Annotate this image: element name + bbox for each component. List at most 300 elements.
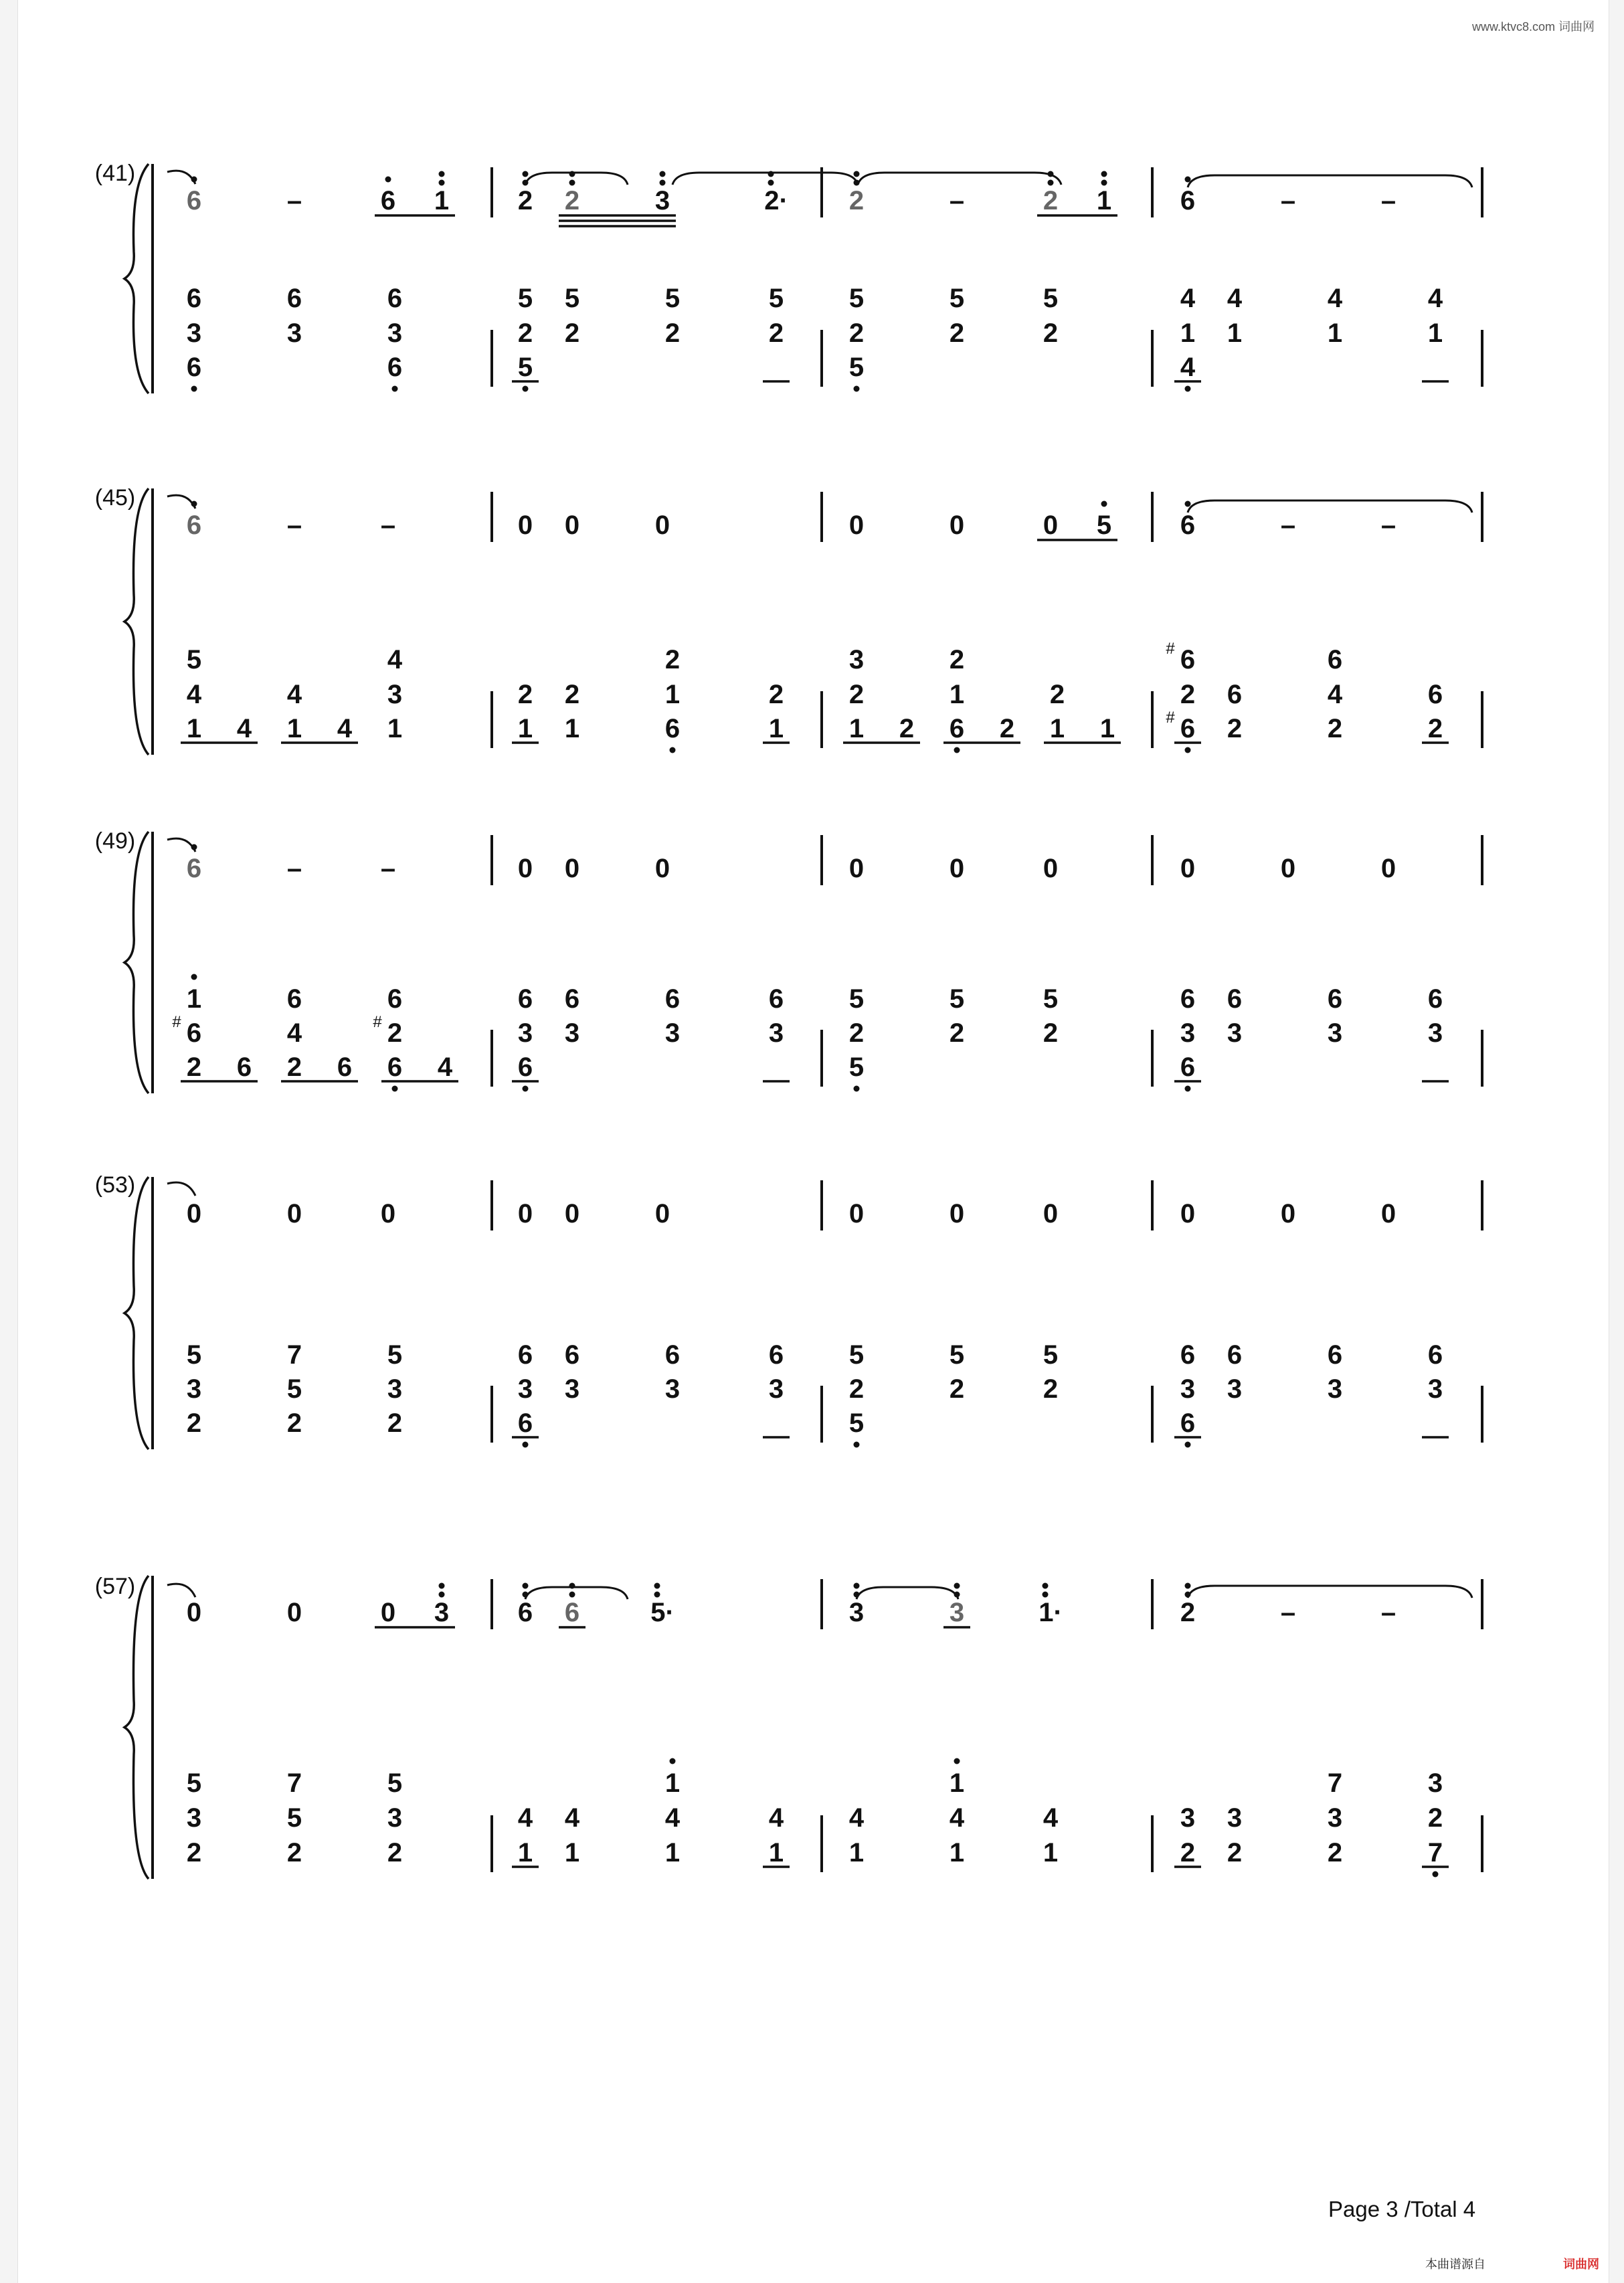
bass-note: 4: [286, 680, 302, 709]
octave-dot: [1185, 1442, 1191, 1448]
source-logo: 词曲网: [1563, 2258, 1599, 2271]
bass-note: 5: [768, 284, 784, 313]
bass-note: 6: [517, 984, 533, 1014]
bass-note: 4: [337, 714, 353, 743]
bass-note: 5: [286, 1374, 302, 1404]
bass-note: 7: [286, 1340, 302, 1370]
bass-note: 3: [286, 318, 302, 348]
score-system: [95, 161, 1482, 393]
bass-note: 3: [387, 1374, 403, 1404]
bass-note: 2: [1427, 1803, 1443, 1833]
brace: [124, 488, 149, 755]
bass-note: 1: [564, 714, 580, 743]
bass-note: 5: [848, 984, 865, 1014]
tie-hook: [167, 171, 195, 184]
melody-note: 0: [286, 1199, 302, 1228]
bass-note: 4: [768, 1803, 784, 1833]
octave-dot: [660, 180, 666, 186]
bass-note: 1: [517, 1838, 533, 1867]
brace: [124, 1576, 149, 1879]
melody-note: 0: [1280, 1199, 1296, 1228]
bass-note: 2: [768, 680, 784, 709]
melody-note: –: [286, 186, 302, 215]
bass-note: 6: [1427, 984, 1443, 1014]
bass-note: 6: [286, 284, 302, 313]
bass-note: 1: [664, 680, 681, 709]
octave-dot: [854, 1086, 860, 1092]
bass-note: 2: [517, 680, 533, 709]
melody-note: 0: [1043, 1199, 1059, 1228]
measure-number: (41): [94, 161, 136, 186]
melody-note: 0: [186, 1199, 202, 1228]
bass-note: 6: [768, 1340, 784, 1370]
bass-note: 2: [517, 318, 533, 348]
bass-note: 6: [387, 284, 403, 313]
octave-dot: [569, 1592, 575, 1598]
melody-note: –: [1280, 186, 1296, 215]
bass-note: 6: [186, 1018, 202, 1048]
bass-note: 1: [186, 714, 202, 743]
melody-note: 0: [848, 1199, 865, 1228]
bass-note: 2: [949, 1374, 965, 1404]
bass-note: 2: [1043, 318, 1059, 348]
octave-dot: [1185, 747, 1191, 753]
bass-note: 4: [564, 1803, 580, 1833]
bass-note: 6: [1327, 645, 1343, 674]
octave-dot: [439, 180, 445, 186]
octave-dot: [954, 1758, 960, 1764]
octave-dot: [1433, 1871, 1439, 1878]
melody-note: –: [1380, 1598, 1396, 1627]
bass-note: 6: [387, 984, 403, 1014]
octave-dot: [670, 1758, 676, 1764]
bass-note: 3: [387, 680, 403, 709]
octave-dot: [439, 1583, 445, 1589]
bass-note: 6: [1327, 1340, 1343, 1370]
bass-note: 3: [1180, 1803, 1196, 1833]
melody-note: 0: [1180, 854, 1196, 883]
octave-dot: [854, 1583, 860, 1589]
octave-dot: [523, 386, 529, 392]
bass-note: 1: [949, 680, 965, 709]
melody-note: 0: [517, 511, 533, 540]
bass-note: 2: [848, 680, 865, 709]
bass-note: 4: [286, 1018, 302, 1048]
bass-note: 6: [664, 984, 681, 1014]
melody-note: 0: [848, 854, 865, 883]
bass-note: 6: [1180, 645, 1196, 674]
octave-dot: [954, 747, 960, 753]
source-credit: 本曲谱源自: [1425, 2258, 1485, 2271]
melody-note: 0: [848, 511, 865, 540]
melody-note: 6: [1180, 511, 1196, 540]
bass-note: 1: [1427, 318, 1443, 348]
bass-note: 3: [517, 1018, 533, 1048]
bass-note: 5: [286, 1803, 302, 1833]
melody-note: 6: [380, 186, 396, 215]
slur: [856, 1587, 958, 1599]
melody-note: 6: [186, 854, 202, 883]
melody-note: 0: [564, 511, 580, 540]
slur: [672, 173, 858, 185]
bass-note: 2: [186, 1408, 202, 1438]
bass-note: 6: [1227, 1340, 1243, 1370]
bass-note: 2: [664, 645, 681, 674]
sharp-sign: #: [172, 1013, 181, 1031]
score-system: [95, 828, 1482, 1093]
melody-note: 0: [654, 1199, 670, 1228]
melody-note: 2: [848, 186, 865, 215]
bass-note: 5: [186, 1340, 202, 1370]
melody-note: 2: [1180, 1598, 1196, 1627]
octave-dot: [670, 747, 676, 753]
octave-dot: [523, 1086, 529, 1092]
sharp-sign: #: [1166, 709, 1175, 727]
brace: [124, 832, 149, 1093]
melody-note: 1·: [1039, 1598, 1063, 1627]
slur-open: [1188, 1586, 1472, 1598]
melody-note: 0: [380, 1598, 396, 1627]
melody-note: 3: [848, 1598, 865, 1627]
bass-note: 7: [1427, 1838, 1443, 1867]
bass-note: 5: [1043, 1340, 1059, 1370]
bass-note: 3: [186, 1374, 202, 1404]
bass-note: 2: [1227, 714, 1243, 743]
bass-note: 5: [517, 284, 533, 313]
bass-note: 3: [664, 1374, 681, 1404]
bass-note: 5: [1043, 984, 1059, 1014]
bass-note: 3: [768, 1374, 784, 1404]
bass-note: 2: [664, 318, 681, 348]
bass-note: 4: [517, 1803, 533, 1833]
bass-note: 6: [517, 1408, 533, 1438]
measure-number: (57): [94, 1574, 136, 1599]
bass-note: 3: [387, 318, 403, 348]
bass-note: 2: [564, 318, 580, 348]
bass-note: 4: [1227, 284, 1243, 313]
bass-note: 1: [848, 1838, 865, 1867]
bass-note: 6: [1427, 680, 1443, 709]
bass-note: 3: [1227, 1803, 1243, 1833]
bass-note: 4: [186, 680, 202, 709]
bass-note: 6: [564, 1340, 580, 1370]
melody-note: 6: [186, 511, 202, 540]
melody-note: –: [1380, 186, 1396, 215]
bass-note: 6: [1327, 984, 1343, 1014]
bass-note: 5: [186, 645, 202, 674]
bass-note: 6: [387, 1053, 403, 1082]
bass-note: 5: [949, 1340, 965, 1370]
melody-note: 2: [564, 186, 580, 215]
melody-note: 0: [286, 1598, 302, 1627]
bass-note: 3: [1427, 1374, 1443, 1404]
bass-note: 2: [1043, 1374, 1059, 1404]
melody-note: 0: [1043, 854, 1059, 883]
score-system: [95, 1172, 1482, 1449]
bass-note: 2: [1427, 714, 1443, 743]
bass-note: 2: [1327, 714, 1343, 743]
score-system: [95, 485, 1482, 755]
bass-note: 6: [387, 353, 403, 382]
tie-hook: [167, 495, 195, 509]
slur-open: [1188, 500, 1472, 513]
bass-note: 2: [949, 318, 965, 348]
bass-note: 2: [387, 1838, 403, 1867]
octave-dot: [1185, 1583, 1191, 1589]
octave-dot: [191, 974, 197, 980]
bass-note: 2: [899, 714, 915, 743]
bass-note: 1: [564, 1838, 580, 1867]
bass-note: 3: [768, 1018, 784, 1048]
bass-note: 3: [186, 318, 202, 348]
bass-note: 6: [664, 714, 681, 743]
octave-dot: [768, 180, 774, 186]
bass-note: 3: [1327, 1374, 1343, 1404]
octave-dot: [392, 1086, 398, 1092]
melody-note: 1: [1096, 186, 1112, 215]
octave-dot: [1043, 1583, 1049, 1589]
bass-note: 5: [186, 1768, 202, 1798]
bass-note: 2: [949, 645, 965, 674]
bass-note: 6: [1227, 984, 1243, 1014]
measure-number: (45): [94, 485, 136, 511]
bass-note: 4: [236, 714, 252, 743]
melody-note: –: [380, 854, 396, 883]
bass-note: 5: [949, 984, 965, 1014]
bass-note: 1: [848, 714, 865, 743]
octave-dot: [1101, 501, 1107, 507]
octave-dot: [385, 177, 391, 183]
melody-note: 0: [380, 1199, 396, 1228]
octave-dot: [1185, 1086, 1191, 1092]
slur: [858, 173, 1061, 185]
bass-note: 5: [848, 1053, 865, 1082]
bass-note: 6: [286, 984, 302, 1014]
bass-note: 6: [1180, 1053, 1196, 1082]
bass-note: 2: [387, 1408, 403, 1438]
bass-note: 4: [1180, 353, 1196, 382]
bass-note: 2: [1227, 1838, 1243, 1867]
bass-note: 6: [664, 1340, 681, 1370]
melody-note: 0: [1380, 854, 1396, 883]
bass-note: 2: [1043, 1018, 1059, 1048]
bass-note: 1: [949, 1768, 965, 1798]
bass-note: 2: [848, 318, 865, 348]
bass-note: 6: [949, 714, 965, 743]
bass-note: 3: [186, 1803, 202, 1833]
bass-note: 1: [286, 714, 302, 743]
bass-note: 6: [1180, 714, 1196, 743]
bass-note: 1: [949, 1838, 965, 1867]
melody-note: 0: [1180, 1199, 1196, 1228]
bass-note: 5: [1043, 284, 1059, 313]
octave-dot: [954, 1583, 960, 1589]
bass-note: 1: [1099, 714, 1115, 743]
bass-note: 6: [1180, 984, 1196, 1014]
octave-dot: [660, 171, 666, 177]
bass-note: 3: [387, 1803, 403, 1833]
octave-dot: [191, 844, 197, 850]
melody-note: –: [1280, 511, 1296, 540]
melody-note: 0: [1043, 511, 1059, 540]
bass-note: 2: [949, 1018, 965, 1048]
bass-note: 7: [1327, 1768, 1343, 1798]
bass-note: 1: [387, 714, 403, 743]
bass-note: 3: [564, 1018, 580, 1048]
octave-dot: [191, 386, 197, 392]
octave-dot: [654, 1583, 660, 1589]
bass-note: 1: [517, 714, 533, 743]
bass-note: 6: [337, 1053, 353, 1082]
measure-number: (53): [94, 1172, 136, 1198]
bass-note: 2: [1180, 680, 1196, 709]
octave-dot: [1185, 386, 1191, 392]
bass-note: 2: [1327, 1838, 1343, 1867]
bass-note: 3: [1227, 1018, 1243, 1048]
octave-dot: [1185, 177, 1191, 183]
bass-note: 5: [564, 284, 580, 313]
bass-note: 6: [1180, 1408, 1196, 1438]
bass-note: 2: [564, 680, 580, 709]
bass-note: 2: [848, 1018, 865, 1048]
bass-note: 1: [664, 1768, 681, 1798]
octave-dot: [1101, 180, 1107, 186]
bass-note: 5: [848, 1408, 865, 1438]
melody-note: 0: [1380, 1199, 1396, 1228]
melody-note: 0: [654, 854, 670, 883]
octave-dot: [523, 1442, 529, 1448]
melody-note: 1: [434, 186, 450, 215]
bass-note: 4: [437, 1053, 453, 1082]
bass-note: 1: [768, 1838, 784, 1867]
melody-note: –: [286, 854, 302, 883]
octave-dot: [1185, 501, 1191, 507]
bass-note: 5: [387, 1768, 403, 1798]
bass-note: 4: [1180, 284, 1196, 313]
site-watermark: www.ktvc8.com 词曲网: [1471, 20, 1595, 33]
bass-note: 4: [1327, 680, 1343, 709]
bass-note: 6: [1227, 680, 1243, 709]
page-number: Page 3 /Total 4: [1328, 2197, 1476, 2221]
tie-hook: [167, 838, 195, 852]
bass-note: 2: [286, 1838, 302, 1867]
bass-note: 2: [286, 1053, 302, 1082]
bass-note: 4: [664, 1803, 681, 1833]
bass-note: 3: [848, 645, 865, 674]
octave-dot: [191, 177, 197, 183]
bass-note: 2: [286, 1408, 302, 1438]
bass-note: 5: [387, 1340, 403, 1370]
bass-note: 6: [564, 984, 580, 1014]
bass-note: 5: [517, 353, 533, 382]
bass-note: 6: [186, 353, 202, 382]
melody-note: 6: [186, 186, 202, 215]
melody-note: 3: [949, 1598, 965, 1627]
bass-note: 3: [1227, 1374, 1243, 1404]
melody-note: 0: [517, 1199, 533, 1228]
octave-dot: [569, 180, 575, 186]
octave-dot: [1048, 180, 1054, 186]
bass-note: 1: [1327, 318, 1343, 348]
bass-note: 6: [768, 984, 784, 1014]
bass-note: 3: [1427, 1768, 1443, 1798]
octave-dot: [439, 171, 445, 177]
octave-dot: [1101, 171, 1107, 177]
octave-dot: [654, 1592, 660, 1598]
bass-note: 2: [387, 1018, 403, 1048]
bass-note: 5: [664, 284, 681, 313]
bass-note: 4: [1427, 284, 1443, 313]
bass-note: 6: [517, 1053, 533, 1082]
melody-note: 0: [949, 854, 965, 883]
brace: [124, 164, 149, 393]
melody-note: 0: [949, 1199, 965, 1228]
melody-note: 3: [434, 1598, 450, 1627]
bass-note: 1: [186, 984, 202, 1014]
bass-note: 3: [1327, 1018, 1343, 1048]
melody-note: 0: [564, 1199, 580, 1228]
slur-open: [1188, 175, 1472, 187]
octave-dot: [854, 171, 860, 177]
melody-note: 0: [1280, 854, 1296, 883]
melody-note: –: [1280, 1598, 1296, 1627]
bass-note: 6: [1427, 1340, 1443, 1370]
melody-note: 0: [186, 1598, 202, 1627]
melody-note: 3: [654, 186, 670, 215]
bass-note: 4: [949, 1803, 965, 1833]
bass-note: 5: [848, 353, 865, 382]
melody-note: –: [380, 511, 396, 540]
octave-dot: [1043, 1592, 1049, 1598]
bass-note: 5: [848, 284, 865, 313]
melody-note: 0: [654, 511, 670, 540]
sharp-sign: #: [373, 1013, 382, 1031]
melody-note: 5: [1096, 511, 1112, 540]
bass-note: 3: [1427, 1018, 1443, 1048]
bass-note: 2: [768, 318, 784, 348]
brace: [124, 1177, 149, 1449]
bass-note: 1: [768, 714, 784, 743]
bass-note: 6: [1180, 1340, 1196, 1370]
bass-note: 4: [1327, 284, 1343, 313]
bass-note: 2: [1180, 1838, 1196, 1867]
melody-note: –: [1380, 511, 1396, 540]
octave-dot: [191, 501, 197, 507]
measure-number: (49): [94, 828, 136, 854]
bass-note: 7: [286, 1768, 302, 1798]
melody-note: 6: [564, 1598, 580, 1627]
bass-note: 2: [999, 714, 1015, 743]
bass-note: 6: [236, 1053, 252, 1082]
octave-dot: [854, 1442, 860, 1448]
slur: [525, 173, 628, 185]
bass-note: 2: [186, 1053, 202, 1082]
bass-note: 1: [1043, 1838, 1059, 1867]
octave-dot: [392, 386, 398, 392]
bass-note: 5: [848, 1340, 865, 1370]
bass-note: 3: [1327, 1803, 1343, 1833]
octave-dot: [523, 1583, 529, 1589]
octave-dot: [854, 386, 860, 392]
tie-hook: [167, 1182, 195, 1196]
bass-note: 6: [517, 1340, 533, 1370]
melody-note: 0: [517, 854, 533, 883]
bass-note: 4: [848, 1803, 865, 1833]
melody-note: 2: [1043, 186, 1059, 215]
tie-hook: [167, 1584, 195, 1597]
bass-note: 1: [664, 1838, 681, 1867]
melody-note: 6: [1180, 186, 1196, 215]
